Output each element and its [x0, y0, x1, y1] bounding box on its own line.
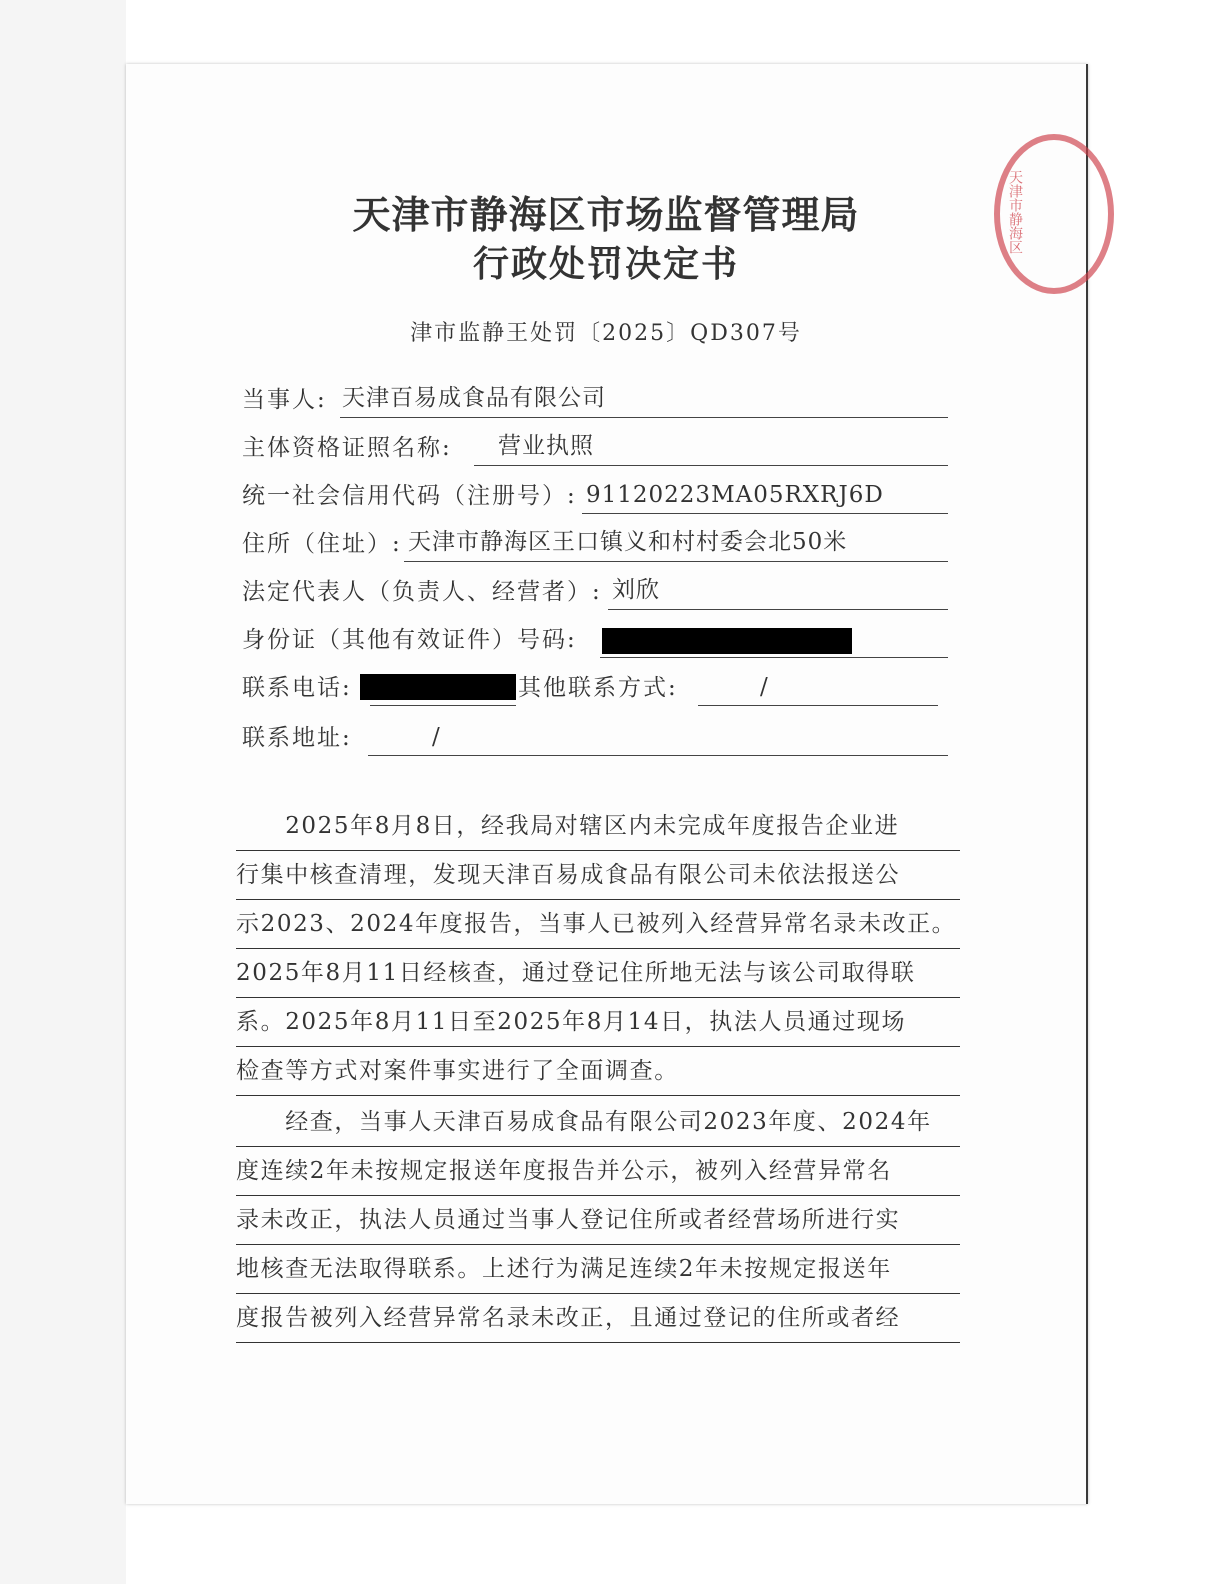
document-number: 津市监静王处罚〔2025〕QD307号 [410, 321, 802, 346]
paragraph-line: 度报告被列入经营异常名录未改正，且通过登记的住所或者经 [236, 1294, 960, 1343]
license-value: 营业执照 [498, 433, 594, 459]
phone-row [242, 670, 948, 706]
legal-rep-label: 法定代表人（负责人、经营者）: [242, 579, 602, 605]
underline [370, 705, 516, 706]
address-value: 天津市静海区王口镇义和村村委会北50米 [408, 529, 848, 555]
underline [340, 417, 948, 418]
address-label: 住所（住址）: [242, 531, 402, 557]
paragraph-line: 度连续2年未按规定报送年度报告并公示，被列入经营异常名 [236, 1147, 960, 1196]
paragraph-line: 2025年8月8日，经我局对辖区内未完成年度报告企业进 [236, 802, 960, 851]
paragraph-line: 行集中核查清理，发现天津百易成食品有限公司未依法报送公 [236, 851, 960, 900]
credit-code-value: 91120223MA05RXRJ6D [586, 482, 884, 508]
paragraph-line: 检查等方式对案件事实进行了全面调查。 [236, 1047, 960, 1096]
contact-address-label: 联系地址: [242, 725, 352, 751]
other-contact-label: 其他联系方式: [518, 675, 678, 701]
scan-margin [0, 0, 126, 1584]
contact-address-value: / [432, 724, 441, 750]
underline [698, 705, 938, 706]
redacted-id-number [602, 628, 852, 654]
party-label: 当事人: [242, 387, 327, 413]
document-title: 行政处罚决定书 [472, 243, 739, 285]
phone-label: 联系电话: [242, 675, 352, 701]
paragraph-line: 经查，当事人天津百易成食品有限公司2023年度、2024年 [236, 1098, 960, 1147]
paragraph-findings [236, 1098, 960, 1343]
paragraph-line: 示2023、2024年度报告，当事人已被列入经营异常名录未改正。 [236, 900, 960, 949]
credit-code-label: 统一社会信用代码（注册号）: [242, 483, 577, 509]
license-label: 主体资格证照名称: [242, 435, 452, 461]
contact-address-row [242, 720, 948, 756]
address-row [242, 526, 948, 562]
underline [582, 513, 948, 514]
redacted-phone [360, 674, 516, 700]
issuer-title: 天津市静海区市场监督管理局 [352, 192, 860, 237]
underline [474, 465, 948, 466]
id-number-label: 身份证（其他有效证件）号码: [242, 627, 577, 653]
paragraph-investigation [236, 802, 960, 1096]
underline [368, 755, 948, 756]
legal-rep-row [242, 574, 948, 610]
party-row [242, 382, 948, 418]
party-value: 天津百易成食品有限公司 [342, 385, 606, 411]
seal-text: 天津市静海区 [1007, 170, 1023, 254]
paragraph-line: 录未改正，执法人员通过当事人登记住所或者经营场所进行实 [236, 1196, 960, 1245]
credit-code-row [242, 478, 948, 514]
paragraph-line: 2025年8月11日经核查，通过登记住所地无法与该公司取得联 [236, 949, 960, 998]
license-row [242, 430, 948, 466]
underline [404, 561, 948, 562]
legal-rep-value: 刘欣 [612, 577, 660, 603]
other-contact-value: / [760, 674, 769, 700]
paragraph-line: 系。2025年8月11日至2025年8月14日，执法人员通过现场 [236, 998, 960, 1047]
paragraph-line: 地核查无法取得联系。上述行为满足连续2年未按规定报送年 [236, 1245, 960, 1294]
underline [600, 657, 948, 658]
document-page [126, 64, 1088, 1504]
underline [608, 609, 948, 610]
id-number-row [242, 622, 948, 658]
